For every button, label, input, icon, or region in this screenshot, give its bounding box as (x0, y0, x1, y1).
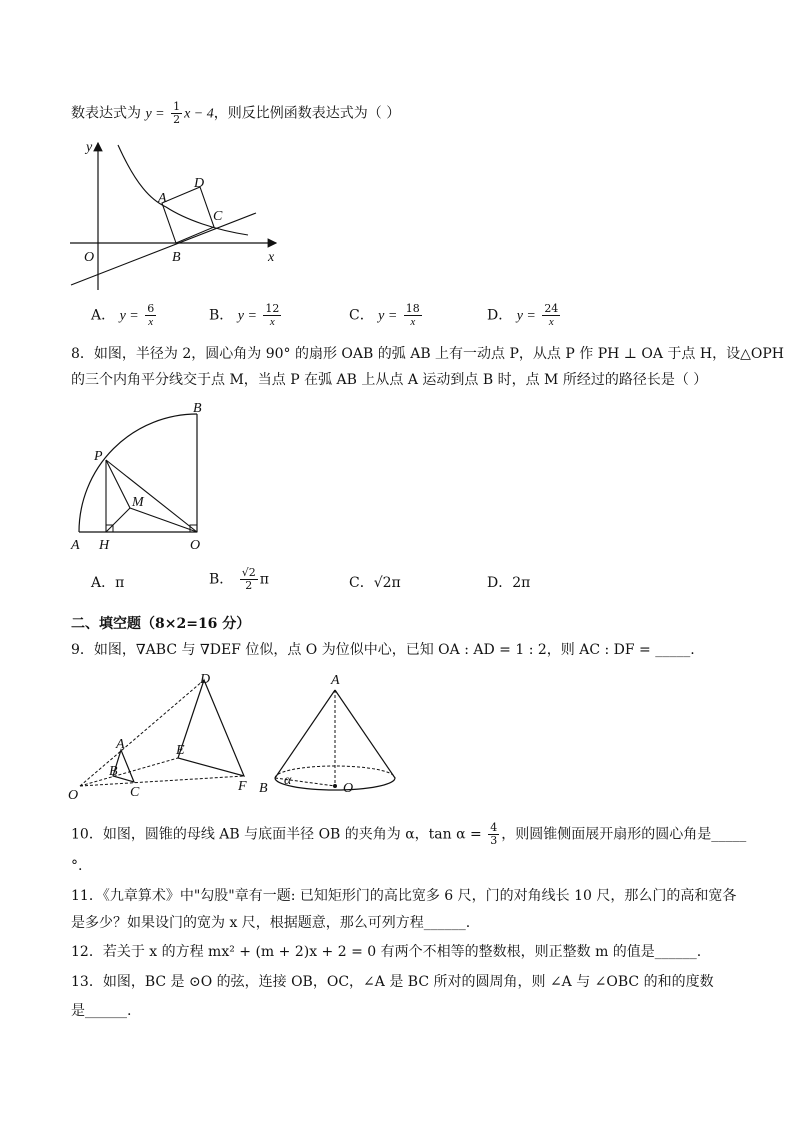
label-c: C (130, 785, 140, 800)
q7-stem (71, 101, 400, 126)
q7-func-den: 2 (173, 113, 181, 126)
q7-option-d[interactable]: D． y = $\frac{24}{x}$ (487, 302, 559, 328)
segment-om (130, 508, 197, 532)
q8-option-d[interactable]: D．2π (487, 575, 531, 591)
center-o (333, 784, 337, 788)
q7-func-num: 1 (173, 100, 181, 113)
ray-od (80, 680, 204, 786)
label-o: O (343, 781, 354, 796)
section-title: 二、填空题（8×2=16 分） (71, 616, 251, 632)
label-y: y (86, 140, 93, 155)
q7-stem-b: ，则反比例函数表达式为（ ） (213, 105, 401, 122)
q8-stem-line2: 的三个内角平分线交于点 M，当点 P 在弧 AB 上从点 A 运动到点 B 时，点 M 所经过的路径长是（ ） (71, 372, 708, 388)
q8-option-c[interactable]: C．√2π (349, 575, 401, 591)
segment-hm (106, 508, 130, 532)
label-o: O (190, 538, 201, 553)
label-x: x (268, 250, 275, 265)
label-p: P (94, 449, 103, 464)
q9-stem: 9．如图，∇ABC 与 ∇DEF 位似，点 O 为位似中心，已知 OA : AD = 1 : 2，则 AC : DF = _____. (71, 642, 695, 658)
label-c: C (213, 209, 223, 224)
q10-stem-line2: °. (71, 858, 83, 874)
q8-figure (66, 396, 216, 556)
arc-ab (79, 414, 197, 532)
generatrix-right (335, 690, 395, 778)
q10-stem: 10．如图，圆锥的母线 AB 与底面半径 OB 的夹角为 α，tan α = $\frac{4}{3}$ ，则圆锥侧面展开扇形的圆心角是_____ (71, 821, 747, 847)
label-b: B (172, 250, 181, 265)
q9-figure (66, 668, 256, 803)
label-alpha: α (284, 773, 292, 788)
label-d: D (194, 176, 205, 191)
q7-func-rest: x − 4 (184, 106, 214, 122)
q8-stem-line1: 8．如图，半径为 2，圆心角为 90° 的扇形 OAB 的弧 AB 上有一动点 P，从点 P 作 PH ⊥ OA 于点 H，设△OPH (71, 346, 784, 362)
segment-po (106, 460, 197, 532)
label-h: H (99, 538, 110, 553)
q7-func-fraction (171, 101, 182, 126)
label-b: B (193, 401, 202, 416)
q10-cone-figure (255, 670, 425, 805)
label-d: D (200, 672, 211, 687)
square-abcd (162, 187, 214, 243)
q8-option-b[interactable]: B． $\frac{√2}{2}$ π (209, 566, 269, 592)
ray-oe (80, 758, 178, 786)
q7-func-lhs: y = (145, 106, 165, 122)
label-o: O (68, 788, 79, 803)
q7-stem-a: 数表达式为 (71, 105, 141, 122)
label-a: A (116, 737, 125, 752)
label-b: B (109, 764, 118, 779)
q12-stem: 12．若关于 x 的方程 mx² + (m + 2)x + 2 = 0 有两个不相等的整数根，则正整数 m 的值是______. (71, 944, 702, 960)
q13-stem-line1: 13．如图，BC 是 ⊙O 的弦，连接 OB，OC，∠A 是 BC 所对的圆周角，则 ∠A 与 ∠OBC 的和的度数 (71, 974, 714, 990)
q11-stem-line1: 11．《九章算术》中"勾股"章有一题: 已知矩形门的高比宽多 6 尺，门的对角线长 10 尺，那么门的高和宽各 (71, 888, 737, 904)
label-m: M (132, 495, 144, 510)
ray-of (80, 776, 244, 786)
linear-line (71, 213, 256, 285)
label-a: A (71, 538, 80, 553)
q7-option-a[interactable]: A． y = $\frac{6}{x}$ (91, 302, 155, 328)
q13-stem-line2: 是______. (71, 1003, 132, 1019)
q8-option-a[interactable]: A．π (91, 575, 125, 591)
label-b: B (259, 781, 268, 796)
generatrix-ab (275, 690, 335, 778)
q7-option-b[interactable]: B． y = $\frac{12}{x}$ (209, 302, 280, 328)
q11-stem-line2: 是多少？如果设门的宽为 x 尺，根据题意，那么可列方程______. (71, 915, 471, 931)
label-f: F (238, 779, 247, 794)
label-a: A (331, 673, 340, 688)
label-e: E (176, 743, 185, 758)
label-o: O (84, 250, 95, 265)
segment-pm (106, 460, 130, 508)
q7-figure (66, 135, 286, 295)
label-a: A (158, 191, 167, 206)
hyperbola-curve (118, 145, 248, 235)
q7-option-c[interactable]: C． y = $\frac{18}{x}$ (349, 302, 420, 328)
